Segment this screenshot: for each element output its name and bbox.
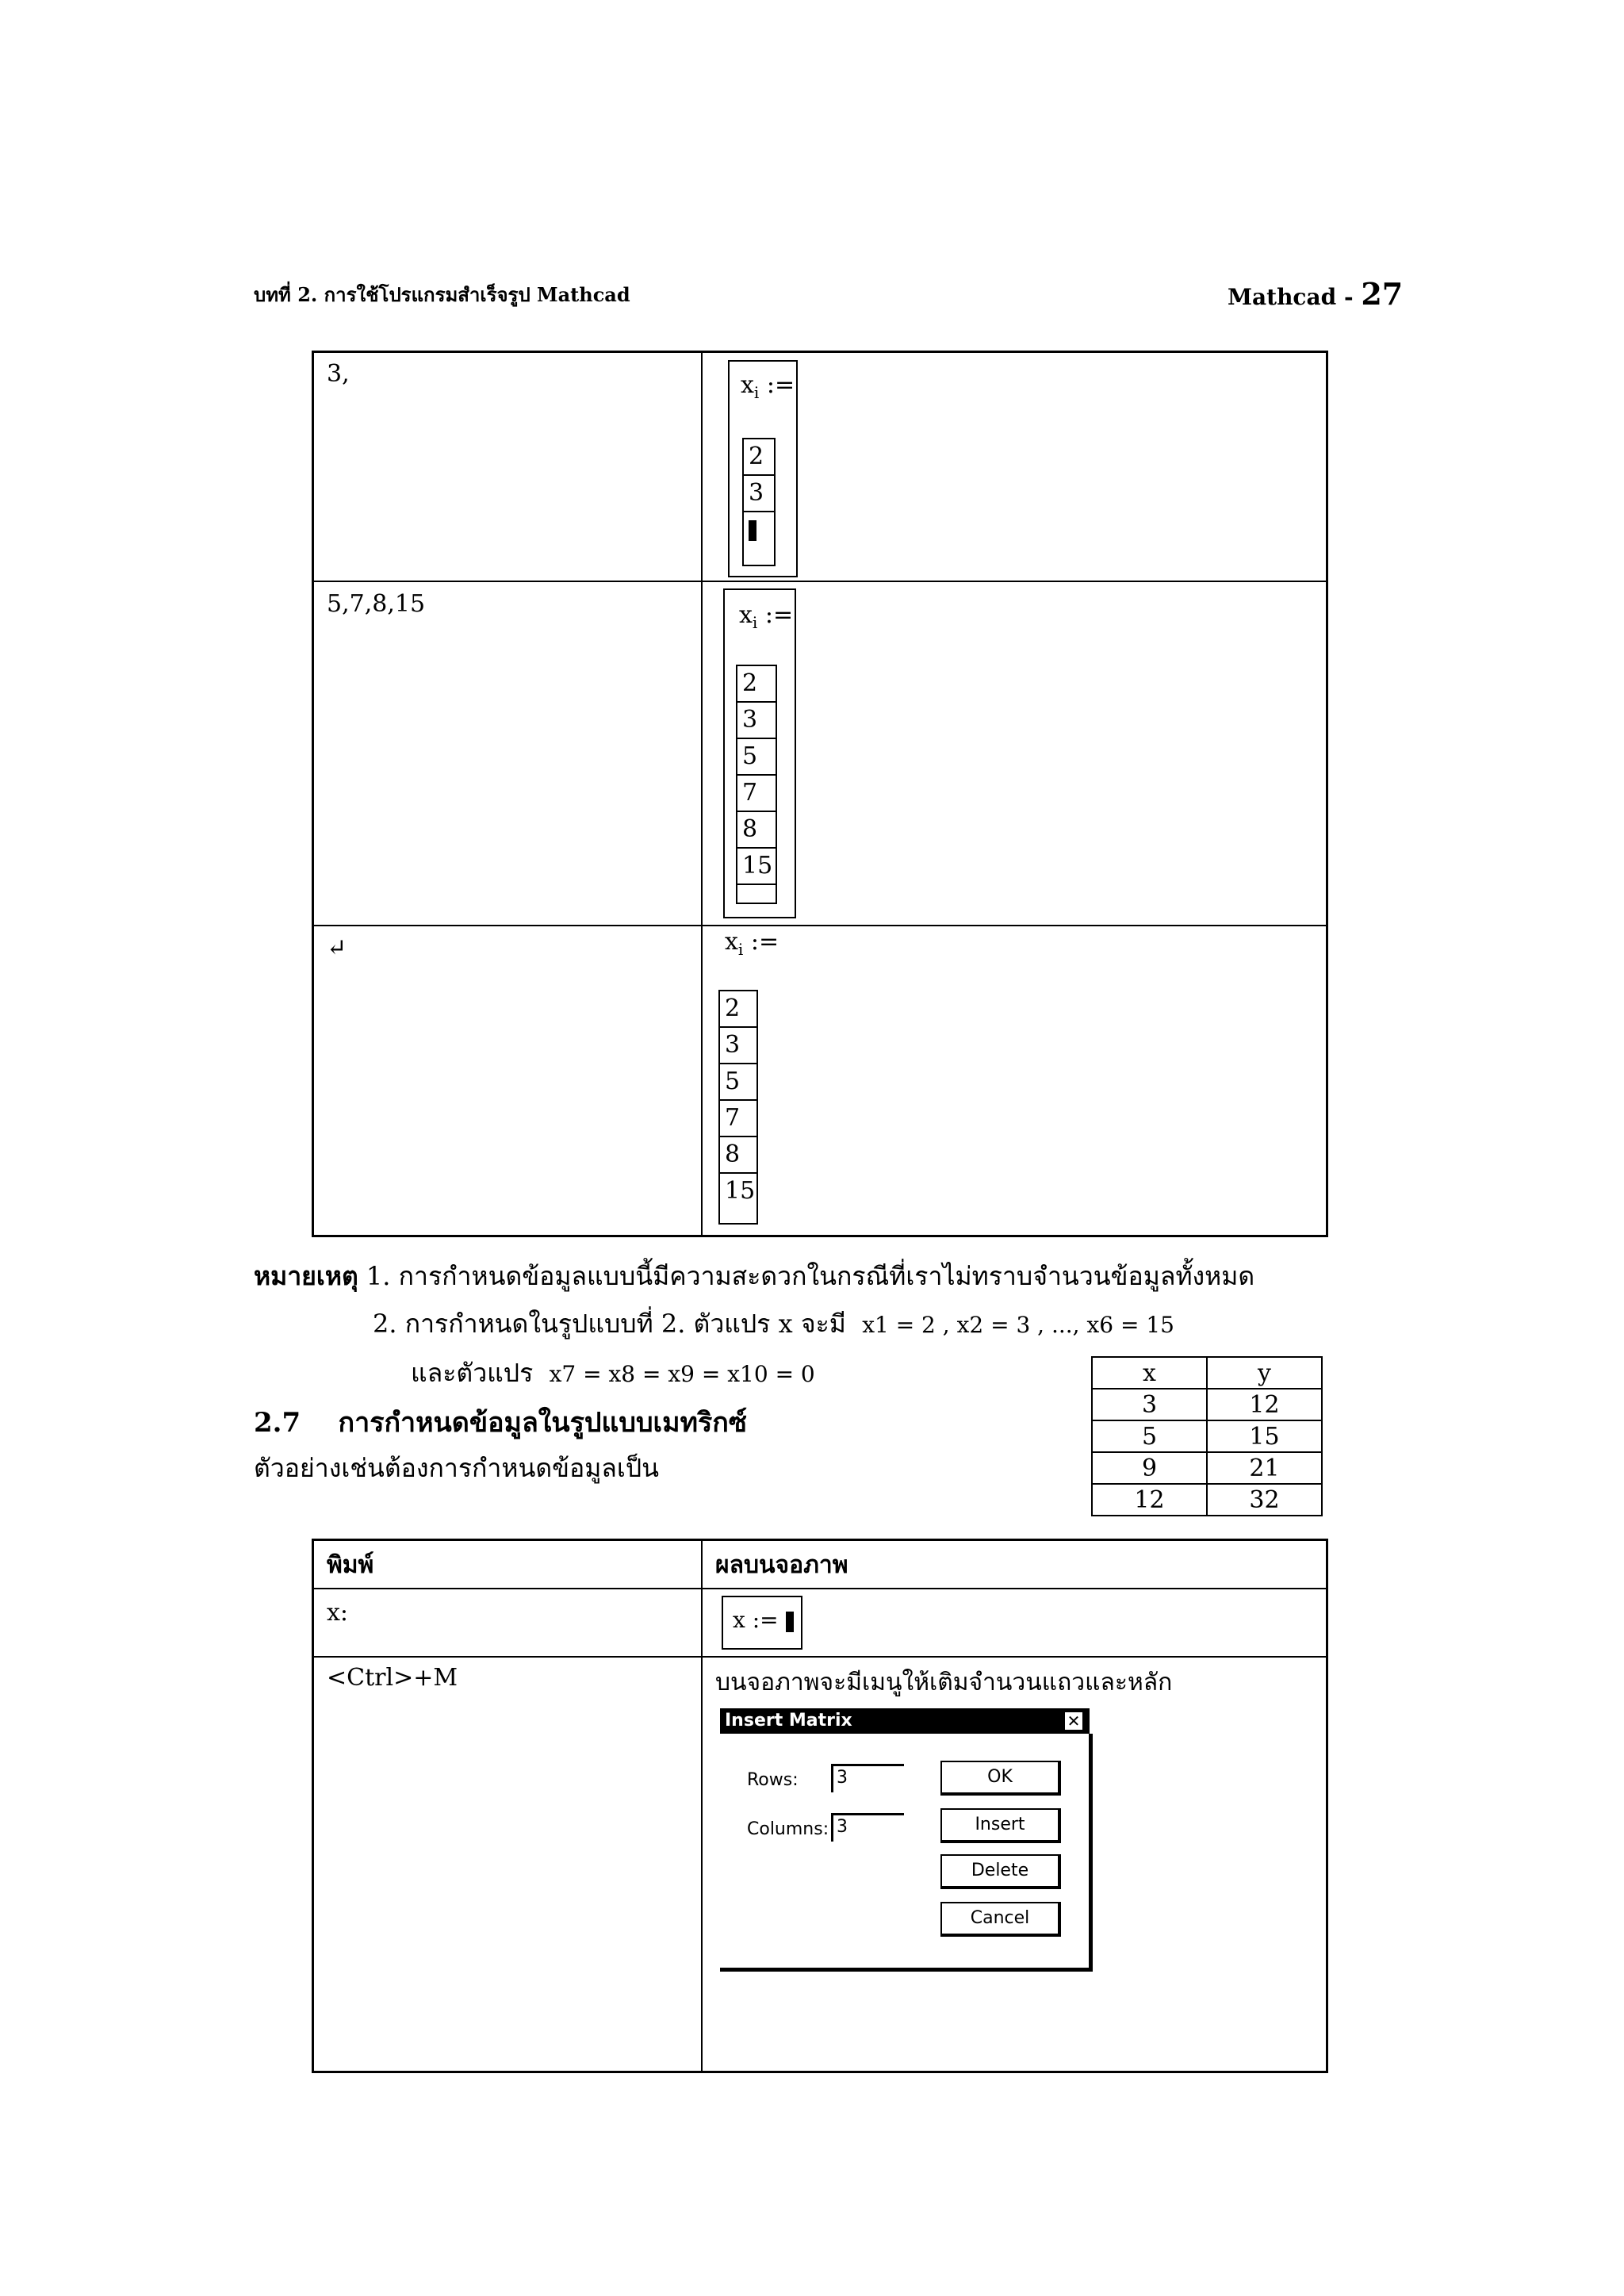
value-cell: 5 xyxy=(720,1064,756,1101)
page-number: 27 xyxy=(1361,276,1404,312)
value-cell: 3 xyxy=(720,1028,756,1064)
col-header-result: ผลบนจอภาพ xyxy=(715,1551,848,1579)
rows-label: Rows: xyxy=(747,1770,799,1790)
note-1: หมายเหตุ 1. การกำหนดข้อมูลแบบนี้มีความสะดวกในกรณีที่เราไม่ทราบจำนวนข้อมูลทั้งหมด xyxy=(254,1261,1255,1291)
step-result-2: บนจอภาพจะมีเมนูให้เติมจำนวนแถวและหลัก xyxy=(715,1669,1173,1696)
columns-input[interactable]: 3 xyxy=(831,1813,904,1842)
section-heading: 2.7 การกำหนดข้อมูลในรูปแบบเมทริกซ์ xyxy=(254,1407,747,1439)
input-cell-1: 3, xyxy=(327,360,350,388)
dialog-title-bar xyxy=(720,1708,1090,1734)
value-cell: 15 xyxy=(737,849,776,885)
var-label-1: $x_i$ := xyxy=(741,371,795,402)
text-cursor xyxy=(786,1612,794,1632)
var-label-2: $x_i$ := xyxy=(739,601,794,632)
xy-cell: 5 xyxy=(1092,1420,1207,1452)
xy-cell: 21 xyxy=(1207,1452,1322,1484)
note-2-formula: x1 = 2 , x2 = 3 , ..., x6 = 15 xyxy=(862,1312,1174,1338)
col-header-type: พิมพ์ xyxy=(327,1551,374,1579)
rows-input[interactable]: 3 xyxy=(831,1764,904,1792)
text-cursor xyxy=(749,520,756,541)
insert-matrix-dialog xyxy=(720,1708,1093,1973)
xy-data-table xyxy=(1091,1356,1323,1516)
value-column-2 xyxy=(736,665,777,904)
step-result-1: x := xyxy=(733,1607,794,1633)
value-column-3 xyxy=(718,990,758,1225)
value-cell: 7 xyxy=(737,776,776,812)
step-input-2: <Ctrl>+M xyxy=(327,1664,458,1692)
input-cell-2: 5,7,8,15 xyxy=(327,590,426,618)
var-label-3: $x_i$ := xyxy=(725,928,779,959)
columns-label: Columns: xyxy=(747,1819,829,1839)
value-cell: 2 xyxy=(720,991,756,1028)
delete-button[interactable]: Delete xyxy=(940,1854,1061,1889)
cancel-button[interactable]: Cancel xyxy=(940,1902,1061,1937)
step-input-1: x: xyxy=(327,1599,349,1627)
value-cell: 15 xyxy=(725,1177,756,1205)
header-label: Mathcad - xyxy=(1228,284,1354,310)
value-cell: 5 xyxy=(737,739,776,776)
value-cell: 8 xyxy=(737,812,776,849)
value-column-1 xyxy=(742,438,776,566)
value-cell: 2 xyxy=(744,439,774,476)
value-cell: 7 xyxy=(720,1101,756,1137)
value-cell: 3 xyxy=(737,703,776,739)
close-icon[interactable]: ✕ xyxy=(1064,1711,1083,1731)
xy-cell: 12 xyxy=(1207,1389,1322,1420)
xy-header-y: y xyxy=(1207,1357,1322,1389)
page-header-right xyxy=(1228,276,1403,312)
chapter-header: บทที่ 2. การใช้โปรแกรมสำเร็จรูป Mathcad xyxy=(254,283,630,306)
section-intro: ตัวอย่างเช่นต้องการกำหนดข้อมูลเป็น xyxy=(254,1453,660,1483)
insert-button[interactable]: Insert xyxy=(940,1808,1061,1843)
value-cell: 8 xyxy=(720,1137,756,1174)
ok-button[interactable]: OK xyxy=(940,1761,1061,1796)
note-3: และตัวแปร x7 = x8 = x9 = x10 = 0 xyxy=(411,1358,815,1388)
xy-cell: 9 xyxy=(1092,1452,1207,1484)
value-cell: 2 xyxy=(737,666,776,703)
note-3-formula: x7 = x8 = x9 = x10 = 0 xyxy=(549,1361,815,1387)
input-result-table xyxy=(312,351,1328,1237)
input-cell-3: ↵ xyxy=(327,934,347,962)
xy-cell: 3 xyxy=(1092,1389,1207,1420)
note-title: หมายเหตุ xyxy=(254,1261,358,1291)
value-cell-cursor xyxy=(744,512,774,565)
note-2: 2. การกำหนดในรูปแบบที่ 2. ตัวแปร x จะมี x1 = 2 , x2 = 3 , ..., x6 = 15 xyxy=(373,1309,1174,1339)
xy-header-x: x xyxy=(1092,1357,1207,1389)
value-cell xyxy=(737,885,776,906)
xy-cell: 32 xyxy=(1207,1484,1322,1516)
value-cell: 3 xyxy=(744,476,774,512)
xy-cell: 12 xyxy=(1092,1484,1207,1516)
dialog-title: Insert Matrix xyxy=(725,1711,852,1731)
xy-cell: 15 xyxy=(1207,1420,1322,1452)
